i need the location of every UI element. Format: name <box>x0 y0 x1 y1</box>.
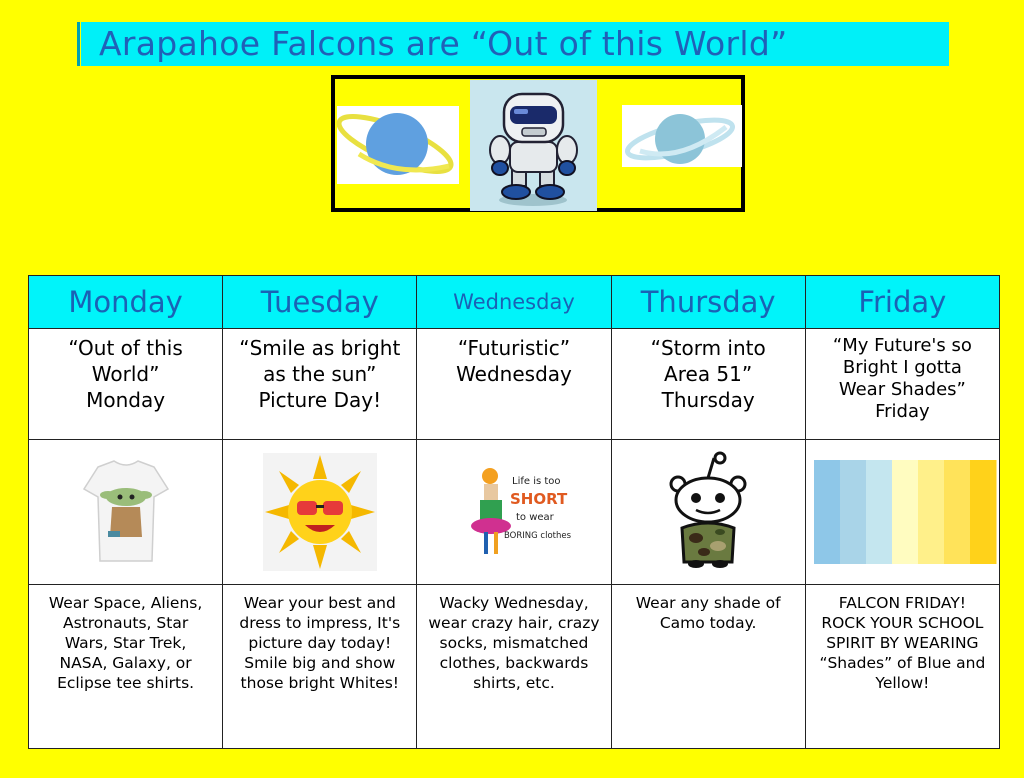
day-header-friday: Friday <box>805 276 999 329</box>
picture-monday <box>29 440 223 585</box>
swatch-2 <box>840 460 867 564</box>
description-wednesday: Wacky Wednesday, wear crazy hair, crazy socks, mismatched clothes, backwards shirts, etc. <box>417 585 611 749</box>
swatch-1 <box>814 460 841 564</box>
day-header-monday: Monday <box>29 276 223 329</box>
theme-friday: “My Future's so Bright I gotta Wear Shades” Friday <box>805 329 999 440</box>
image-text-1: Life is too <box>511 476 561 487</box>
image-text-4: BORING clothes <box>503 531 572 541</box>
swatch-7 <box>970 460 997 564</box>
description-monday: Wear Space, Aliens, Astronauts, Star Wars, Star Trek, NASA, Galaxy, or Eclipse tee shirts. <box>29 585 223 749</box>
description-friday: FALCON FRIDAY! ROCK YOUR SCHOOL SPIRIT BY WEARING “Shades” of Blue and Yellow! <box>805 585 999 749</box>
picture-friday <box>805 440 999 585</box>
planet-ringed-yellow-icon <box>337 106 459 184</box>
image-text-2: SHORT <box>509 490 568 508</box>
day-header-thursday: Thursday <box>611 276 805 329</box>
alien-camo-icon <box>660 452 756 572</box>
theme-wednesday: “Futuristic” Wednesday <box>417 329 611 440</box>
swatch-4 <box>892 460 919 564</box>
astronaut-robot-icon <box>470 80 597 211</box>
picture-thursday <box>611 440 805 585</box>
wacky-girl-icon <box>464 464 572 560</box>
theme-tuesday: “Smile as bright as the sun” Picture Day! <box>223 329 417 440</box>
swatch-5 <box>918 460 945 564</box>
swatch-3 <box>866 460 893 564</box>
picture-wednesday <box>417 440 611 585</box>
day-header-wednesday: Wednesday <box>417 276 611 329</box>
picture-tuesday <box>223 440 417 585</box>
text-cursor <box>77 22 80 66</box>
sun-sunglasses-icon <box>263 453 377 571</box>
swatch-6 <box>944 460 971 564</box>
space-banner <box>331 75 745 212</box>
spirit-week-calendar <box>28 275 1000 749</box>
theme-thursday: “Storm into Area 51” Thursday <box>611 329 805 440</box>
color-swatch-icon <box>814 460 996 564</box>
theme-monday: “Out of this World” Monday <box>29 329 223 440</box>
image-text-3: to wear <box>515 512 554 523</box>
description-thursday: Wear any shade of Camo today. <box>611 585 805 749</box>
description-tuesday: Wear your best and dress to impress, It's picture day today! Smile big and show those bright Whites! <box>223 585 417 749</box>
page-title: Arapahoe Falcons are “Out of this World” <box>81 22 949 66</box>
day-header-tuesday: Tuesday <box>223 276 417 329</box>
planet-ringed-blue-icon <box>622 105 742 167</box>
tshirt-alien-icon <box>84 457 168 567</box>
